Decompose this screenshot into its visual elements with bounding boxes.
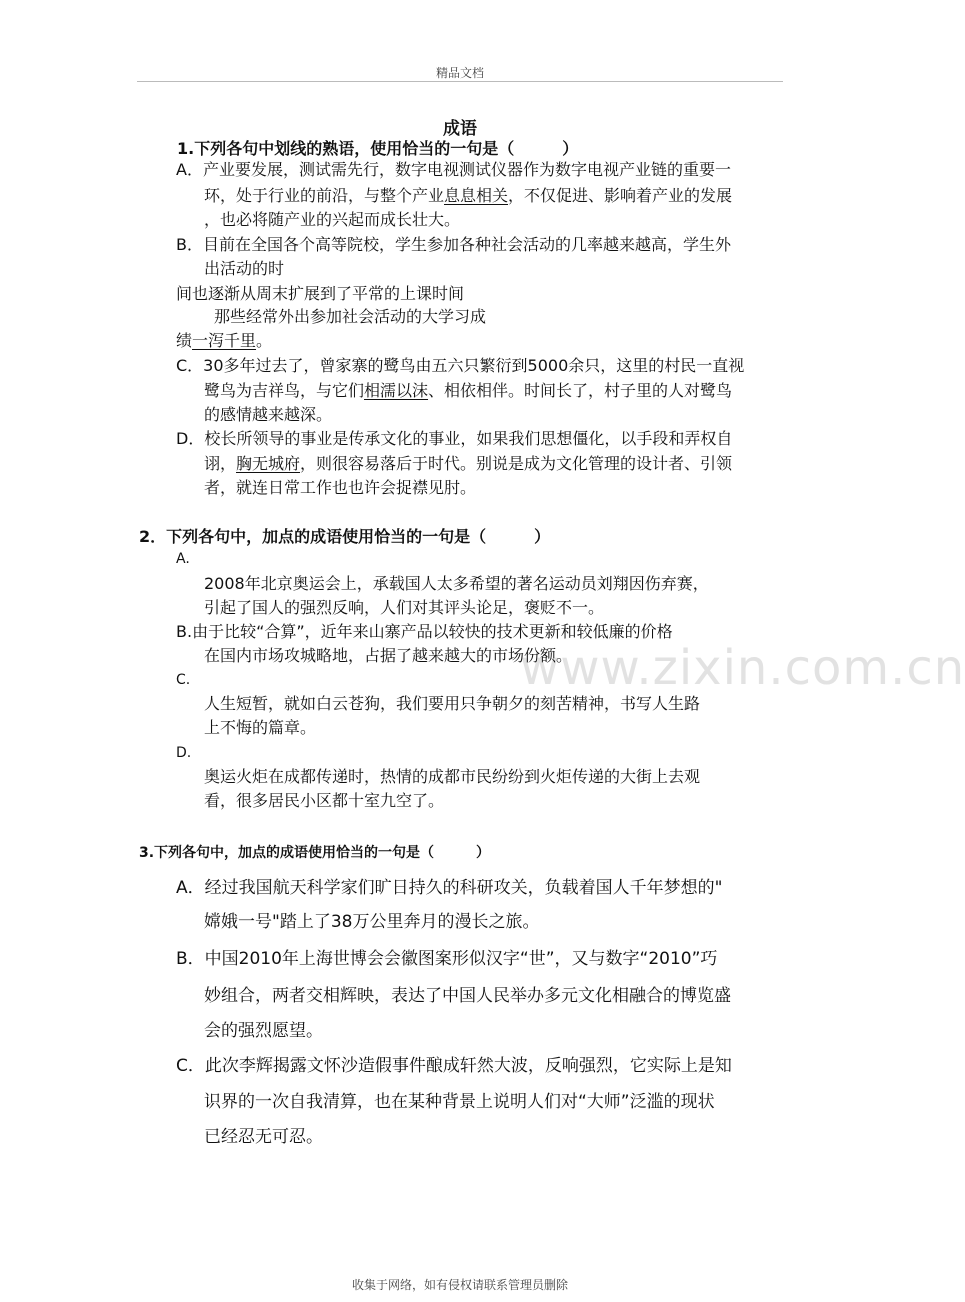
page-footer: 收集于网络，如有侵权请联系管理员删除 <box>351 1278 568 1292</box>
q2-d-line2: 看，很多居民小区都十室九空了。 <box>204 791 445 810</box>
q3-stem: 3.下列各句中，加点的成语使用恰当的一句是（ ） <box>139 845 491 861</box>
header-divider <box>137 81 783 82</box>
q2-c-line1: 人生短暂，就如白云苍狗，我们要用只争朝夕的刻苦精神，书写人生路 <box>204 694 701 713</box>
q1-c-line1: C．30多年过去了，曾家寨的鹭鸟由五六只繁衍到5000余只，这里的村民一直视 <box>176 356 745 375</box>
q1-b-line1: B．目前在全国各个高等院校，学生参加各种社会活动的几率越来越高，学生外 <box>176 235 731 254</box>
watermark: www.zixin.com.cn <box>520 640 965 696</box>
q2-a-label: A. <box>176 551 190 567</box>
q3-c-line3: 已经忍无可忍。 <box>204 1127 323 1147</box>
q1-d-underlined-idiom: 胸无城府 <box>236 454 301 473</box>
q2-b-line2: 在国内市场攻城略地，占据了越来越大的市场份额。 <box>204 646 573 665</box>
q2-b-line1: B.由于比较“合算”，近年来山寨产品以较快的技术更新和较低廉的价格 <box>176 622 673 641</box>
q2-c-label: C. <box>176 672 191 688</box>
q2-a-line1: 2008年北京奥运会上，承载国人太多希望的著名运动员刘翔因伤弃赛， <box>204 574 709 593</box>
q2-d-label: D. <box>176 745 192 761</box>
q2-d-line1: 奥运火炬在成都传递时，热情的成都市民纷纷到火炬传递的大街上去观 <box>204 767 701 786</box>
q1-c-line3: 的感情越来越深。 <box>204 405 333 424</box>
q1-b-line5: 绩一泻千里。 <box>176 331 273 350</box>
q3-b-line1: B．中国2010年上海世博会会徽图案形似汉字“世”，又与数字“2010”巧 <box>176 949 718 969</box>
q1-a-line3: ，也必将随产业的兴起而成长壮大。 <box>204 210 461 229</box>
q1-b-line4: 那些经常外出参加社会活动的大学习成 <box>214 307 487 326</box>
q3-a-line1: A．经过我国航天科学家们旷日持久的科研攻关，负载着国人千年梦想的" <box>176 878 723 898</box>
q1-b-underlined-idiom: 一泻千里 <box>192 331 257 350</box>
q1-c-underlined-idiom: 相濡以沫 <box>364 381 429 400</box>
q3-a-line2: 嫦娥一号"踏上了38万公里奔月的漫长之旅。 <box>204 912 540 932</box>
q1-d-line3: 者，就连日常工作也也许会捉襟见肘。 <box>204 478 477 497</box>
q1-b-line3: 间也逐渐从周末扩展到了平常的上课时间 <box>176 284 465 303</box>
q3-c-line2: 识界的一次自我清算，也在某种背景上说明人们对“大师”泛滥的现状 <box>204 1092 715 1112</box>
q1-c-line2: 鹭鸟为吉祥鸟，与它们相濡以沫、相依相伴。时间长了，村子里的人对鹭鸟 <box>204 381 733 400</box>
q2-stem: 2．下列各句中，加点的成语使用恰当的一句是（ ） <box>139 527 551 546</box>
q1-d-line2: 诩，胸无城府，则很容易落后于时代。别说是成为文化管理的设计者、引领 <box>204 454 733 473</box>
q3-b-line3: 会的强烈愿望。 <box>204 1021 323 1041</box>
q1-stem: 1.下列各句中划线的熟语，使用恰当的一句是（ ） <box>177 139 579 158</box>
page-header: 精品文档 <box>435 66 484 80</box>
q1-a-line1: A．产业要发展，测试需先行，数字电视测试仪器作为数字电视产业链的重要一 <box>176 160 731 179</box>
q2-a-line2: 引起了国人的强烈反响，人们对其评头论足，褒贬不一。 <box>204 598 605 617</box>
q2-c-line2: 上不悔的篇章。 <box>204 718 317 737</box>
doc-title: 成语 <box>443 119 477 139</box>
q1-b-line2: 出活动的时 <box>204 259 285 278</box>
q1-a-underlined-idiom: 息息相关 <box>444 186 509 205</box>
q3-c-line1: C．此次李辉揭露文怀沙造假事件酿成轩然大波，反响强烈，它实际上是知 <box>176 1056 732 1076</box>
q3-b-line2: 妙组合，两者交相辉映，表达了中国人民举办多元文化相融合的博览盛 <box>204 986 731 1006</box>
q1-d-line1: D．校长所领导的事业是传承文化的事业，如果我们思想僵化，以手段和弄权自 <box>176 429 733 448</box>
q1-a-line2: 环，处于行业的前沿，与整个产业息息相关，不仅促进、影响着产业的发展 <box>204 186 733 205</box>
